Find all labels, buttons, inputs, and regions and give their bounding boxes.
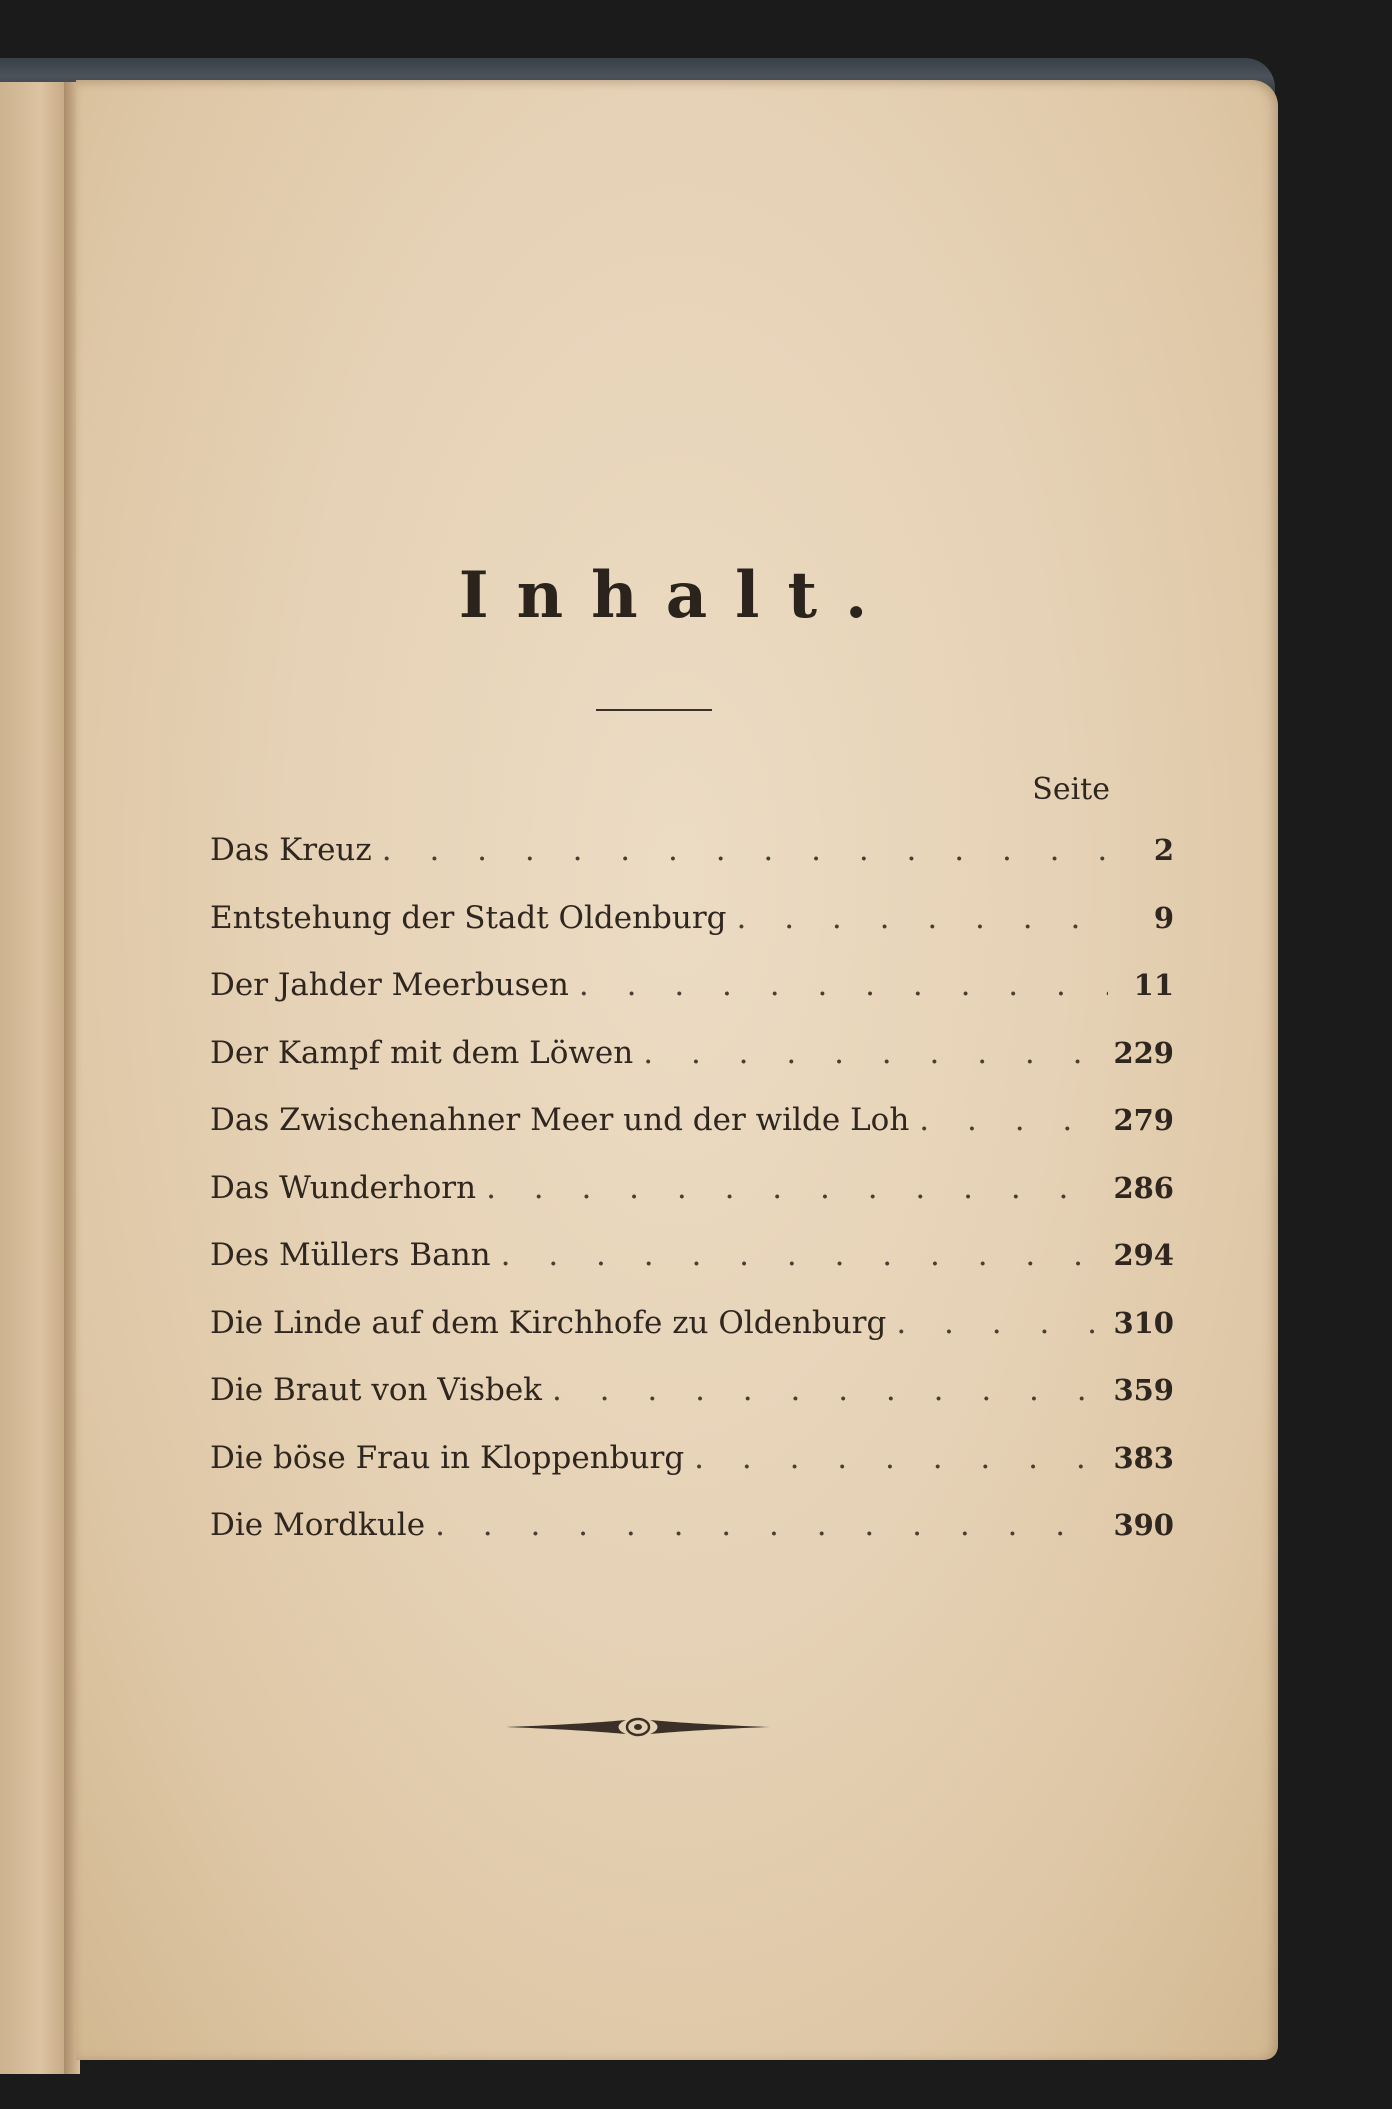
toc-entry-title: Das Wunderhorn: [210, 1169, 477, 1206]
toc-entry: [210, 1372, 1174, 1440]
page-title: Inhalt.: [458, 558, 896, 633]
toc-dot-leader: [486, 1170, 1103, 1206]
title-rule: [596, 709, 712, 711]
toc-entry: [210, 967, 1174, 1035]
toc-entry-title: Die böse Frau in Kloppenburg: [210, 1439, 685, 1476]
toc-dot-leader: [382, 832, 1108, 868]
toc-dot-leader: [919, 1102, 1103, 1138]
toc-entry: [210, 900, 1174, 968]
toc-entry-title: Der Kampf mit dem Löwen: [210, 1034, 634, 1071]
toc-dot-leader: [737, 900, 1108, 936]
toc-entry-title: Der Jahder Meerbusen: [210, 967, 569, 1003]
toc-entry-title: Die Braut von Visbek: [210, 1372, 542, 1408]
toc-entry-title: Entstehung der Stadt Oldenburg: [210, 899, 727, 936]
toc-entry-page: 359: [1113, 1373, 1174, 1407]
toc-entry-title: Die Mordkule: [210, 1507, 426, 1543]
toc-dot-leader: [552, 1372, 1103, 1408]
toc-dot-leader: [501, 1237, 1104, 1273]
left-page-edge: [0, 82, 74, 2074]
toc-entry-title: Die Linde auf dem Kirchhofe zu Oldenburg: [210, 1304, 887, 1341]
toc-entry-page: 9: [1153, 900, 1174, 935]
toc-entry: [210, 1507, 1174, 1575]
decorative-flourish-icon: [504, 1712, 772, 1742]
toc-dot-leader: [435, 1507, 1103, 1543]
toc-entry-page: 310: [1113, 1305, 1174, 1340]
toc-entry-title: Das Kreuz: [210, 832, 372, 868]
toc-entry-page: 294: [1113, 1238, 1174, 1272]
toc-entry: [210, 832, 1174, 900]
toc-entry-page: 11: [1133, 968, 1174, 1002]
toc-entry: [210, 1237, 1174, 1305]
toc-entry-page: 390: [1113, 1508, 1174, 1542]
toc-entry-page: 279: [1113, 1103, 1174, 1137]
toc-entry: [210, 1440, 1174, 1508]
toc-dot-leader: [579, 967, 1108, 1003]
toc-entry: [210, 1102, 1174, 1170]
toc-entry: [210, 1305, 1174, 1373]
toc-dot-leader: [694, 1440, 1103, 1476]
toc-dot-leader: [896, 1305, 1103, 1341]
toc-entry-page: 286: [1113, 1170, 1174, 1205]
table-of-contents: [210, 832, 1174, 1575]
toc-entry: [210, 1035, 1174, 1103]
toc-entry-page: 383: [1113, 1440, 1174, 1475]
toc-entry-page: 229: [1113, 1035, 1174, 1070]
toc-entry-page: 2: [1153, 833, 1174, 867]
toc-dot-leader: [643, 1035, 1103, 1071]
toc-entry-title: Das Zwischenahner Meer und der wilde Loh: [210, 1102, 910, 1138]
toc-entry-title: Des Müllers Bann: [210, 1237, 491, 1273]
page-column-header: Seite: [1032, 772, 1110, 807]
right-page: [76, 80, 1278, 2060]
toc-entry: [210, 1170, 1174, 1238]
